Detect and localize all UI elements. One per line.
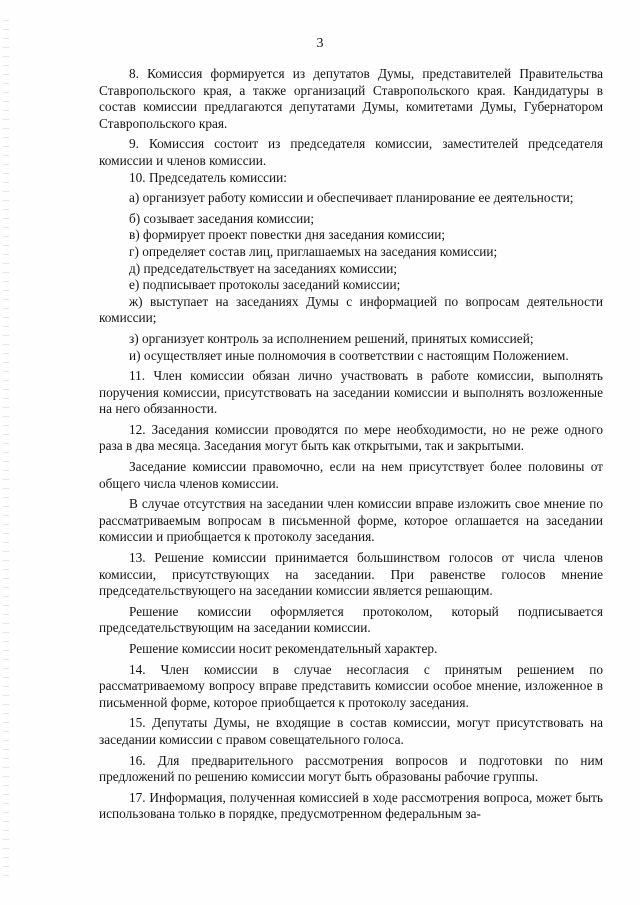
scan-margin-marks (3, 20, 9, 880)
document-body (99, 66, 603, 823)
paragraph-12-absence: В случае отсутствия на заседании член комиссии вправе изложить свое мнение по рассматриваемым вопросам в письменной форме, которое оглашается на заседании комиссии и приобщается к протоколу заседания. (99, 496, 603, 545)
list-item-a: а) организует работу комиссии и обеспечивает планирование ее деятельности; (129, 190, 574, 206)
paragraph-10-heading: 10. Председатель комиссии: (129, 169, 287, 185)
paragraph-14: 14. Член комиссии в случае несогласия с принятым решением по рассматриваемому вопросу вправе представить комиссии особое мнение, изложенное в письменной форме, которое приобщается к протоколу заседания. (99, 661, 603, 710)
paragraph-8: 8. Комиссия формируется из депутатов Думы, представителей Правительства Ставропольского края, а также организаций Ставропольского края. Кандидатуры в состав комиссии предлагаются депутатами Думы, комитетами Думы, Губернатором Ставропольского края. (99, 66, 603, 131)
list-item-d: д) председательствует на заседаниях комиссии; (129, 260, 398, 276)
paragraph-11: 11. Член комиссии обязан лично участвовать в работе комиссии, выполнять поручения комиссии, присутствовать на заседании комиссии и выполнять возложенные на него обязанности. (99, 368, 603, 417)
list-item-e: е) подписывает протоколы заседаний комиссии; (129, 277, 401, 293)
paragraph-13: 13. Решение комиссии принимается большинством голосов от числа членов комиссии, присутствующих на заседании. При равенстве голосов мнение председательствующего на заседании комиссии является решающим. (99, 550, 603, 599)
paragraph-12: 12. Заседания комиссии проводятся по мере необходимости, но не реже одного раза в два месяца. Заседания могут быть как открытыми, так и закрытыми. (99, 421, 603, 454)
paragraph-15: 15. Депутаты Думы, не входящие в состав комиссии, могут присутствовать на заседании комиссии с правом совещательного голоса. (99, 715, 603, 747)
paragraph-9: 9. Комиссия состоит из председателя комиссии, заместителей председателя комиссии и членов комиссии. (99, 136, 603, 168)
page-number: 3 (316, 36, 324, 51)
paragraph-17: 17. Информация, полученная комиссией в ходе рассмотрения вопроса, может быть использована только в порядке, предусмотренном федеральным за- (99, 789, 603, 822)
list-item-z: з) организует контроль за исполнением решений, принятых комиссией; (129, 330, 534, 346)
list-item-b: б) созывает заседания комиссии; (129, 210, 315, 226)
paragraph-13-advisory: Решение комиссии носит рекомендательный характер. (129, 641, 438, 656)
list-item-v: в) формирует проект повестки дня заседания комиссии; (129, 227, 446, 243)
list-item-g: г) определяет состав лиц, приглашаемых на заседания комиссии; (129, 243, 498, 259)
paragraph-16: 16. Для предварительного рассмотрения вопросов и подготовки по ним предложений по решению комиссии могут быть образованы рабочие группы. (99, 752, 603, 785)
paragraph-12-quorum: Заседание комиссии правомочно, если на нем присутствует более половины от общего числа членов комиссии. (99, 459, 603, 491)
paragraph-13-protocol: Решение комиссии оформляется протоколом, который подписывается председательствующим на заседании комиссии. (99, 603, 603, 636)
list-item-i: и) осуществляет иные полномочия в соответствии с настоящим Положением. (129, 347, 569, 363)
list-item-zh: ж) выступает на заседаниях Думы с информацией по вопросам деятельности комиссии; (99, 293, 603, 326)
